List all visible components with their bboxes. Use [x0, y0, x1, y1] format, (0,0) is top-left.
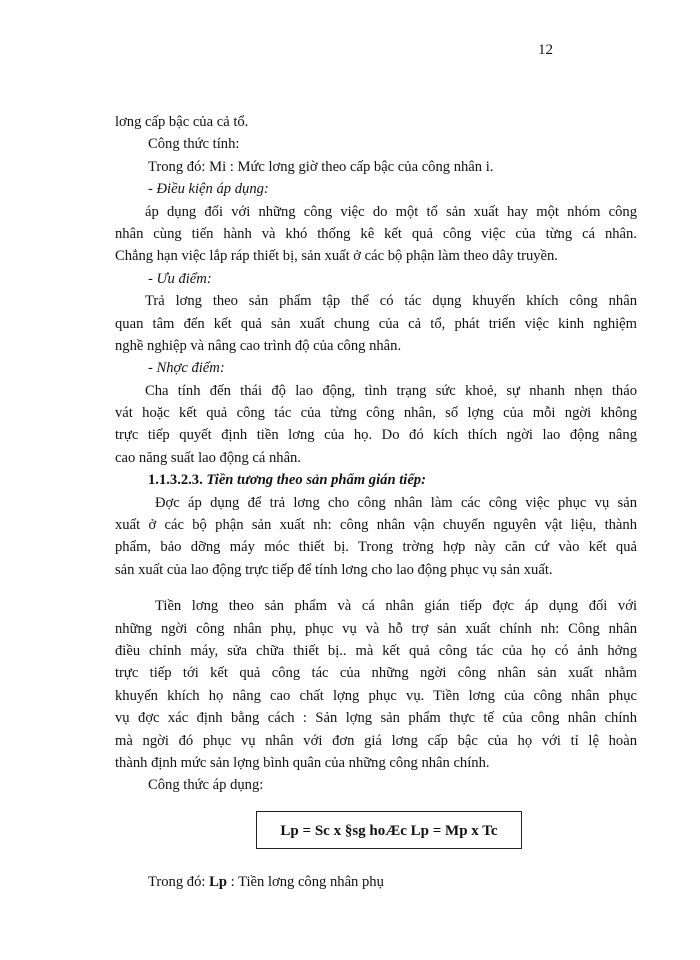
text-line: cao năng suất lao động cá nhân. — [115, 449, 302, 466]
text-line: quan tâm đến kết quả sản xuất chung của cả tổ, phát triển việc kinh nghiệm — [115, 315, 637, 332]
text-line: điều chỉnh máy, sửa chữa thiết bị.. mà kết quả công tác của họ có ảnh hởng — [115, 642, 637, 659]
text-line: Tiền lơng theo sản phẩm và cá nhân gián tiếp đợc áp dụng đối với — [155, 598, 637, 615]
text-line: áp dụng đối với những công việc do một tổ sản xuất hay một nhóm công — [145, 203, 637, 220]
text-line: Cha tính đến thái độ lao động, tình trạng sức khoẻ, sự nhanh nhẹn tháo — [145, 382, 637, 399]
section-label: - Nhợc điểm: — [148, 360, 225, 377]
text-line: vụ đợc xác định bằng cách : Sản lợng sản phẩm thực tế của công nhân chính — [115, 710, 637, 727]
text-line: Đợc áp dụng để trả lơng cho công nhân làm các công việc phục vụ sản — [155, 494, 637, 511]
text-line: Trong đó: Mi : Mức lơng giờ theo cấp bậc của công nhân i. — [148, 158, 494, 175]
text-line: nhân cùng tiến hành và khó thống kê kết quả công việc của từng cá nhân. — [115, 225, 637, 242]
text-line: khuyến khích họ nâng cao chất lợng phục vụ. Tiền lơng của công nhân phục — [115, 687, 637, 704]
text-line: vát hoặc kết quả công tác của từng công nhân, số lợng của mỗi ngời không — [115, 405, 637, 422]
definition-text: : Tiền lơng công nhân phụ — [230, 873, 384, 890]
text-line: lơng cấp bậc của cả tổ. — [115, 114, 249, 130]
definition-prefix: Trong đó: — [148, 873, 206, 890]
text-line: xuất ở các bộ phận sản xuất nh: công nhân vận chuyển nguyên vật liệu, thành — [115, 517, 637, 534]
text-line: Công thức áp dụng: — [148, 777, 264, 794]
section-heading — [115, 469, 637, 491]
text-line — [115, 871, 637, 893]
definition-symbol: Lp — [209, 873, 227, 890]
heading-number: 1.1.3.2.3. — [148, 472, 203, 489]
text-line: sản xuất của lao động trực tiếp để tính lơng cho lao động phục vụ sản xuất. — [115, 561, 553, 578]
formula-row — [115, 797, 637, 857]
heading-title: Tiền tương theo sản phẩm gián tiếp: — [206, 472, 426, 489]
formula-box: Lp = Sc x §sg hoÆc Lp = Mp x Tc — [256, 811, 522, 849]
text-line: thành định mức sản lợng bình quân của những công nhân chính. — [115, 754, 490, 771]
text-line: trực tiếp quyết định tiền lơng của họ. Do đó kích thích ngời lao động nâng — [115, 427, 637, 444]
section-label: - Ưu điểm: — [148, 270, 212, 287]
section-label: - Điều kiện áp dụng: — [148, 181, 269, 198]
text-line: Chẳng hạn việc lắp ráp thiết bị, sản xuất ở các bộ phận làm theo dây truyền. — [115, 248, 558, 265]
text-line: nghề nghiệp và nâng cao trình độ của công nhân. — [115, 337, 402, 354]
text-line: Công thức tính: — [148, 136, 240, 153]
text-line: phẩm, bảo dỡng máy móc thiết bị. Trong trờng hợp này căn cứ vào kết quả — [115, 539, 637, 556]
text-line: những ngời công nhân phụ, phục vụ và hỗ trợ sản xuất chính nh: Công nhân — [115, 620, 637, 637]
page-number: 12 — [538, 42, 553, 58]
text-line: mà ngời đó phục vụ nhân với đơn giá lơng cấp bậc của họ với tỉ lệ hoàn — [115, 732, 637, 749]
text-line: Trả lơng theo sản phẩm tập thể có tác dụng khuyến khích công nhân — [145, 293, 637, 310]
text-line: trực tiếp tới kết quả công tác của những ngời công nhân sản xuất nhằm — [115, 665, 637, 682]
document-body — [115, 111, 637, 893]
